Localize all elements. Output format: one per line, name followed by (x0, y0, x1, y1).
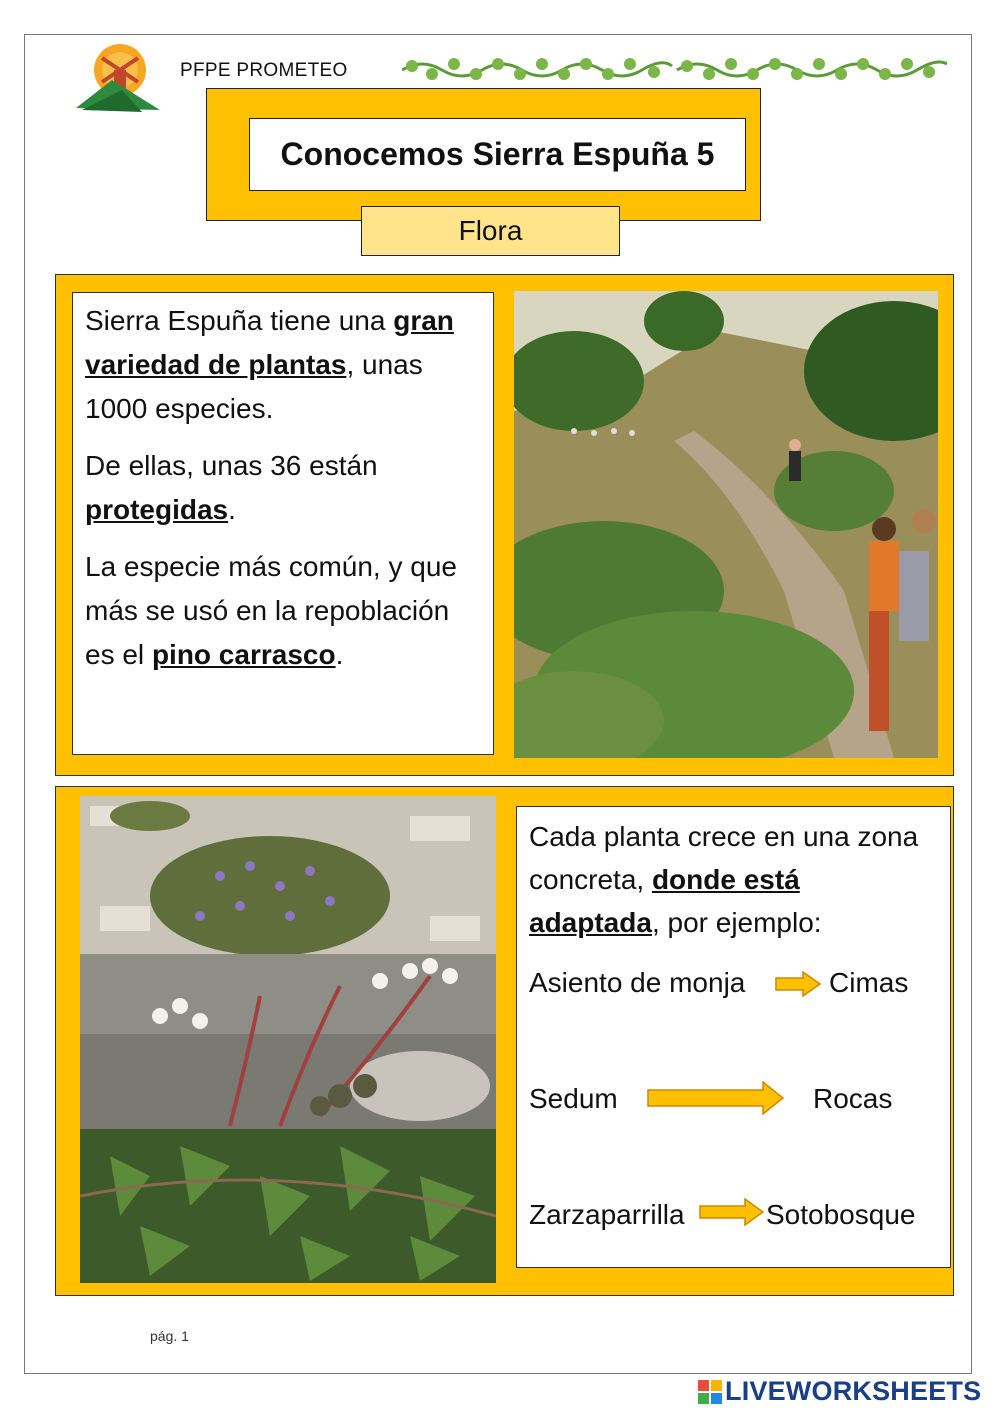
section-subtitle: Flora (361, 206, 620, 256)
adaptation-text-box (516, 806, 951, 1268)
arrow-right-icon (647, 1081, 785, 1115)
plant-photos-collage (80, 796, 496, 1283)
zarzaparrilla-photo (80, 1129, 496, 1283)
liveworksheets-icon (698, 1380, 722, 1404)
paragraph-common-species: La especie más común, y que más se usó en la repoblación es el pino carrasco. (85, 551, 457, 670)
pair-row-3 (529, 1193, 685, 1236)
paragraph-variety: Sierra Espuña tiene una gran variedad de plantas, unas 1000 especies. (85, 305, 454, 424)
plant-name: Sedum (529, 1083, 618, 1114)
page-title: Conocemos Sierra Espuña 5 (249, 118, 746, 191)
liveworksheets-logo[interactable] (698, 1376, 981, 1407)
page-number: pág. 1 (150, 1328, 189, 1344)
pair-row-2 (529, 1077, 618, 1120)
brand-text: LIVEWORKSHEETS (725, 1376, 982, 1406)
pair-row-1 (529, 961, 745, 1004)
plant-name: Zarzaparrilla (529, 1199, 685, 1230)
asiento-de-monja-photo (80, 796, 496, 956)
hikers-mountain-photo (514, 291, 938, 758)
intro-text-box (72, 292, 494, 755)
sedum-photo (80, 954, 496, 1129)
arrow-right-icon (699, 1198, 765, 1226)
arrow-right-icon (775, 971, 821, 997)
zone-name: Cimas (829, 967, 909, 998)
organization-name: PFPE PROMETEO (180, 60, 348, 81)
paragraph-protected: De ellas, unas 36 están protegidas. (85, 450, 378, 525)
zone-name: Rocas (813, 1083, 893, 1114)
paragraph-adaptation: Cada planta crece en una zona concreta, donde está adaptada, por ejemplo: (529, 821, 919, 938)
vine-decoration (402, 48, 947, 88)
zone-name: Sotobosque (766, 1199, 916, 1230)
plant-name: Asiento de monja (529, 967, 746, 998)
prometeo-logo (72, 40, 164, 120)
